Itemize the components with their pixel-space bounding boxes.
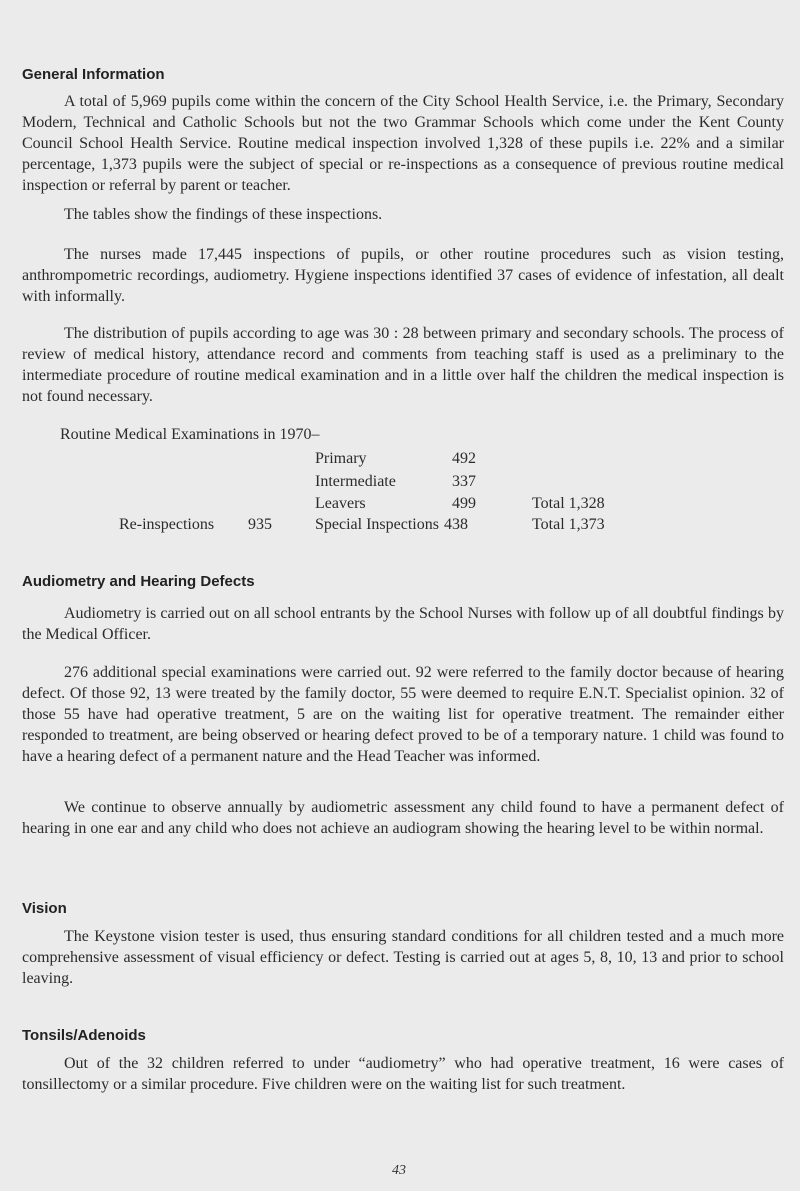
- exam-row-value: 499: [452, 495, 476, 512]
- paragraph-vision: The Keystone vision tester is used, thus ensuring standard conditions for all children tested and a much more comprehensive assessment of visual efficiency or defect. Testing is carried out at ages 5, 8, 10, 13 and prior to school leaving.: [22, 928, 784, 987]
- exam-row-label: Leavers: [315, 495, 366, 512]
- paragraph-general-4: The distribution of pupils according to age was 30 : 28 between primary and secondary schools. The process of review of medical history, attendance record and comments from teaching staff is used as a preliminary to the intermediate procedure of routine medical examination and in a little over half the children the medical inspection is not found necessary.: [22, 325, 784, 405]
- page-number: 43: [392, 1163, 406, 1178]
- special-inspections-value: 438: [444, 516, 468, 533]
- paragraph-general-2: The tables show the findings of these inspections.: [64, 206, 383, 223]
- paragraph-audiometry-3: We continue to observe annually by audiometric assessment any child found to have a permanent defect of hearing in one ear and any child who does not achieve an audiogram showing the hearing level to be within normal.: [22, 799, 784, 837]
- exam-row-label: Intermediate: [315, 473, 396, 490]
- paragraph-audiometry-1: Audiometry is carried out on all school entrants by the School Nurses with follow up of all doubtful findings by the Medical Officer.: [22, 605, 784, 643]
- paragraph-general-1: A total of 5,969 pupils come within the concern of the City School Health Service, i.e. the Primary, Secondary Modern, Technical and Catholic Schools but not the two Grammar Schools which come under the Kent County Council School Health Service. Routine medical inspection involved 1,328 of these pupils i.e. 22% and a similar percentage, 1,373 pupils were the subject of special or re-inspections as a consequence of previous routine medical inspection or referral by parent or teacher.: [22, 93, 784, 194]
- exam-row-label: Primary: [315, 450, 367, 467]
- paragraph-tonsils: Out of the 32 children referred to under “audiometry” who had operative treatment, 16 were cases of tonsillectomy or a similar procedure. Five children were on the waiting list for such treatment.: [22, 1055, 784, 1093]
- section-heading-vision: Vision: [22, 900, 67, 917]
- special-inspections-label: Special Inspections: [315, 516, 439, 533]
- exam-row-value: 492: [452, 450, 476, 467]
- total-routine: Total 1,328: [532, 495, 605, 512]
- reinspections-label: Re-inspections: [119, 516, 215, 533]
- exam-row-value: 337: [452, 473, 476, 490]
- paragraph-audiometry-2: 276 additional special examinations were carried out. 92 were referred to the family doctor because of hearing defect. Of those 92, 13 were treated by the family doctor, 55 were deemed to require E.N.T. Specialist opinion. 32 of those 55 have had operative treatment, 5 are on the waiting list for operative treatment. The remainder either responded to treatment, are being observed or hearing defect proved to be of a temporary nature. 1 child was found to have a hearing defect of a permanent nature and the Head Teacher was informed.: [22, 664, 784, 765]
- section-heading-general: General Information: [22, 66, 165, 83]
- paragraph-general-3: The nurses made 17,445 inspections of pupils, or other routine procedures such as vision testing, anthrompometric recordings, audiometry. Hygiene inspections identified 37 cases of evidence of infestation, all dealt with informally.: [22, 246, 784, 305]
- section-heading-tonsils: Tonsils/Adenoids: [22, 1027, 146, 1044]
- reinspections-value: 935: [248, 516, 272, 533]
- examinations-title: Routine Medical Examinations in 1970–: [60, 426, 320, 443]
- total-special: Total 1,373: [532, 516, 605, 533]
- section-heading-audiometry: Audiometry and Hearing Defects: [22, 573, 255, 590]
